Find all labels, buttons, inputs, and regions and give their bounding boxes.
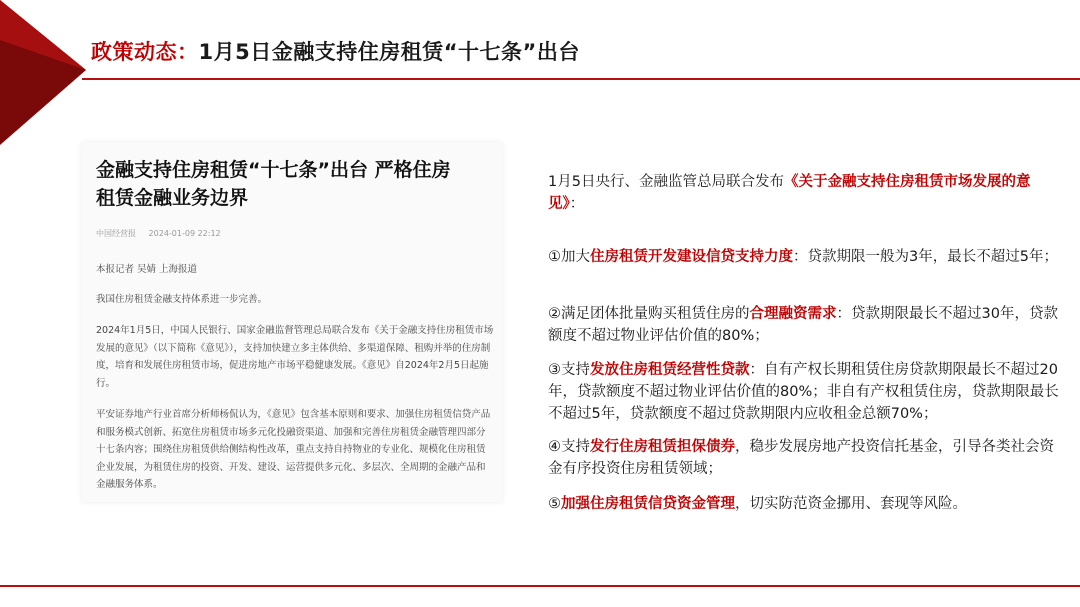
- summary-item-5: [548, 493, 1060, 515]
- summary-item-detail: ，切实防范资金挪用、套现等风险。: [735, 496, 967, 512]
- article-headline-line2: 租赁金融业务边界: [96, 187, 249, 209]
- article-meta: [96, 228, 231, 239]
- summary-item-lead: ①加大: [548, 249, 590, 265]
- article-headline-line1: 金融支持住房租赁“十七条”出台 严格住房: [96, 159, 451, 181]
- summary-item-detail: ：贷款期限最长不超过30年，贷款额度不超过物业评估价值的80%；: [548, 306, 1058, 344]
- title-divider: [82, 78, 1080, 80]
- summary-item-highlight: 加强住房租赁信贷资金管理: [561, 496, 735, 512]
- news-article-panel: [82, 142, 502, 502]
- summary-item-lead: ⑤: [548, 496, 561, 512]
- summary-item-detail: ：自有产权长期租赁住房贷款期限最长不超过20年，贷款额度不超过物业评估价值的80%；非自有产权租赁住房，贷款期限最长不超过5年，贷款额度不超过贷款期限内应收租金总额70%；: [548, 362, 1059, 422]
- summary-item-highlight: 住房租赁开发建设信贷支持力度: [590, 249, 793, 265]
- summary-item-3: [548, 359, 1060, 425]
- article-paragraph: 平安证券地产行业首席分析师杨侃认为，《意见》包含基本原则和要求、加强住房租赁信贷产品和服务模式创新、拓宽住房租赁市场多元化投融资渠道、加强和完善住房租赁金融管理四部分十七条内容；围绕住房租赁供给侧结构性改革，重点支持自持物业的专业化、规模化住房租赁企业发展，为租赁住房的投资、开发、建设、运营提供多元化、多层次、全周期的金融产品和金融服务体系。: [96, 409, 491, 490]
- summary-item-4: [548, 436, 1060, 480]
- summary-item-2: [548, 303, 1060, 347]
- summary-item-lead: ③支持: [548, 362, 590, 378]
- summary-item-highlight: 发行住房租赁担保债券: [590, 439, 735, 455]
- slide-title-prefix: 政策动态：: [91, 40, 199, 64]
- slide-title: [91, 36, 580, 66]
- slide-title-main: 1月5日金融支持住房租赁“十七条”出台: [198, 40, 580, 64]
- article-paragraph: 本报记者 吴婧 上海报道: [96, 264, 198, 275]
- summary-intro-document-title: 《关于金融支持住房租赁市场发展的意见》: [548, 174, 1031, 212]
- summary-item-1: [548, 246, 1060, 268]
- article-paragraph: 我国住房租赁金融支持体系进一步完善。: [96, 294, 268, 305]
- summary-item-highlight: 发放住房租赁经营性贷款: [590, 362, 750, 378]
- summary-item-lead: ④支持: [548, 439, 590, 455]
- article-headline: [96, 156, 496, 212]
- article-source: 中国经营报: [96, 229, 136, 238]
- summary-intro: [548, 171, 1060, 215]
- summary-item-detail: ：贷款期限一般为3年，最长不超过5年；: [793, 249, 1058, 265]
- corner-triangle-decoration: [0, 0, 90, 150]
- footer-divider: [0, 585, 1080, 587]
- summary-intro-end: ：: [569, 196, 585, 212]
- summary-item-highlight: 合理融资需求: [749, 306, 837, 322]
- summary-item-detail: ，稳步发展房地产投资信托基金，引导各类社会资金有序投资住房租赁领域；: [548, 439, 1054, 477]
- article-paragraph: 2024年1月5日，中国人民银行、国家金融监督管理总局联合发布《关于金融支持住房租赁市场发展的意见》（以下简称《意见》），支持加快建立多主体供给、多渠道保障、租购并举的住房制度，培育和发展住房租赁市场，促进房地产市场平稳健康发展。《意见》自2024年2月5日起施行。: [96, 325, 494, 389]
- article-timestamp: 2024-01-09 22:12: [148, 229, 221, 238]
- summary-intro-text: 1月5日央行、金融监管总局联合发布: [548, 174, 784, 190]
- summary-item-lead: ②满足团体批量购买租赁住房的: [548, 306, 750, 322]
